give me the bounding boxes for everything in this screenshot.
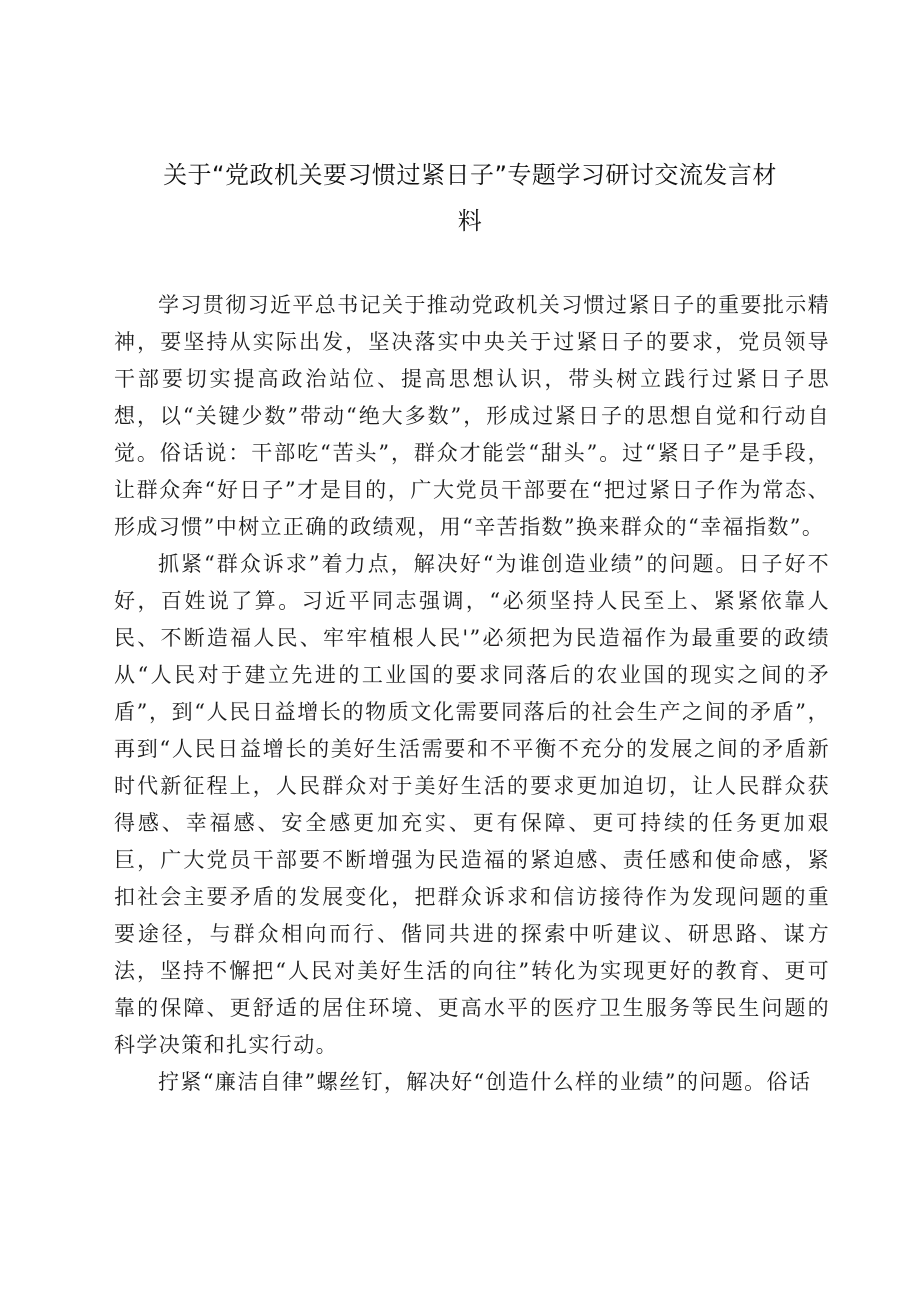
paragraph-intro: 学习贯彻习近平总书记关于推动党政机关习惯过紧日子的重要批示精神，要坚持从实际出发，坚决落实中央关于过紧日子的要求，党员领导干部要切实提高政治站位、提高思想认识，带头树立践行过紧日子思想，以“关键少数”带动“绝大多数”，形成过紧日子的思想自觉和行动自觉。俗话说：干部吃“苦头”，群众才能尝“甜头”。过“紧日子”是手段，让群众奔“好日子”才是目的，广大党员干部要在“把过紧日子作为常态、形成习惯”中树立正确的政绩观，用“辛苦指数”换来群众的“幸福指数”。 bbox=[114, 293, 830, 539]
paragraph-integrity: 拧紧“廉洁自律”螺丝钉，解决好“创造什么样的业绩”的问题。俗话 bbox=[158, 1070, 812, 1094]
paragraph-mass-demands: 抓紧“群众诉求”着力点，解决好“为谁创造业绩”的问题。日子好不好，百姓说了算。习近平同志强调，“必须坚持人民至上、紧紧依靠人民、不断造福人民、牢牢植根人民'”必须把为民造福作为最重要的政绩从“人民对于建立先进的工业国的要求同落后的农业国的现实之间的矛盾”，到“人民日益增长的物质文化需要同落后的社会生产之间的矛盾”，再到“人民日益增长的美好生活需要和不平衡不充分的发展之间的矛盾新时代新征程上，人民群众对于美好生活的要求更加迫切，让人民群众获得感、幸福感、安全感更加充实、更有保障、更可持续的任务更加艰巨，广大党员干部要不断增强为民造福的紧迫感、责任感和使命感，紧扣社会主要矛盾的发展变化，把群众诉求和信访接待作为发现问题的重要途径，与群众相向而行、偕同共进的探索中听建议、研思路、谋方法，坚持不懈把“人民对美好生活的向往”转化为实现更好的教育、更可靠的保障、更舒适的居住环境、更高水平的医疗卫生服务等民生问题的科学决策和扎实行动。 bbox=[114, 552, 830, 1057]
document-title: 关于“党政机关要习惯过紧日子”专题学习研讨交流发言材料 bbox=[163, 161, 777, 235]
document-body bbox=[114, 287, 830, 1101]
